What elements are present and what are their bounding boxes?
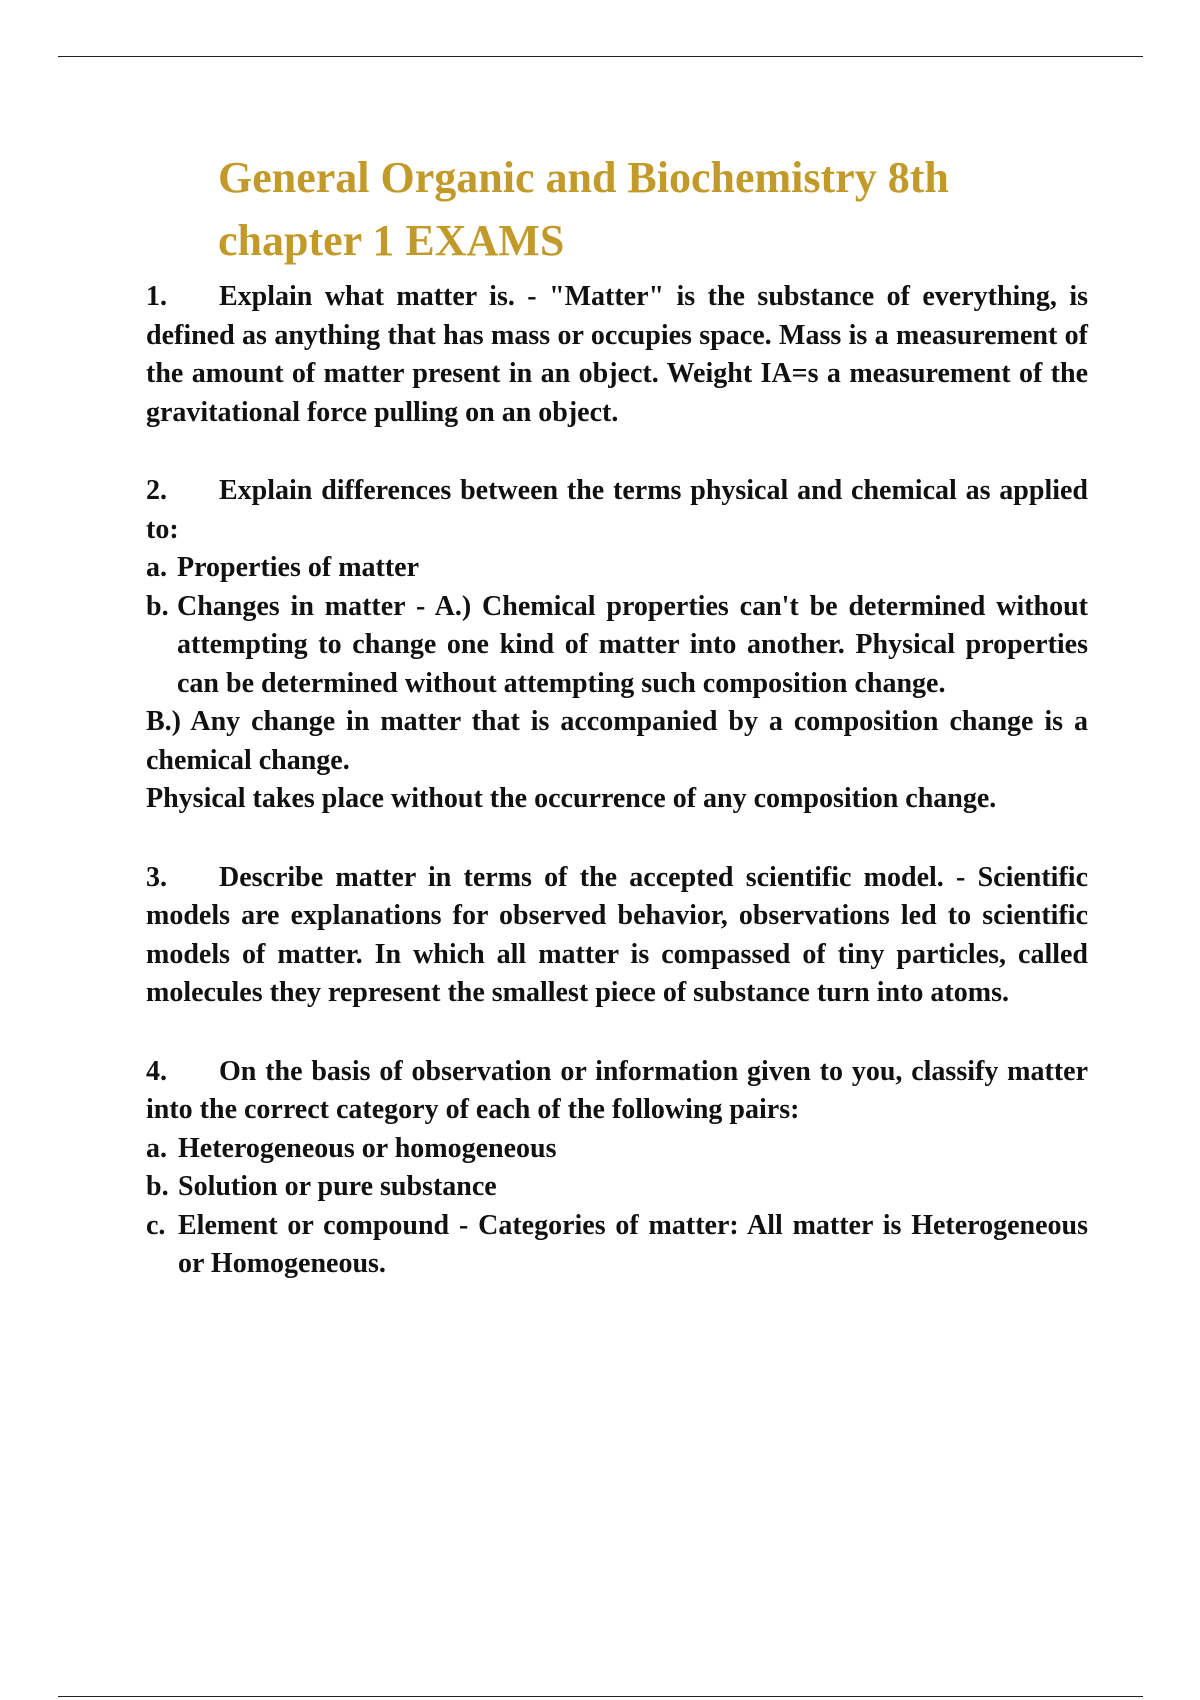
question-text: Describe matter in terms of the accepted scientific model. - Scientific models are explanations for observed behavior, observations led to scientific models of matter. In which all matter is compassed of tiny particles, called molecules they represent the smallest piece of substance turn into atoms.: [146, 861, 1088, 1008]
question-text: On the basis of observation or information given to you, classify matter into the correct category of each of the following pairs:: [146, 1055, 1088, 1125]
list-item-text: Heterogeneous or homogeneous: [178, 1132, 557, 1164]
list-item: [146, 1168, 1088, 1207]
list-item: [146, 549, 1088, 588]
list-item-label: c.: [146, 1209, 166, 1241]
list-item-text: Changes in matter - A.) Chemical properties can't be determined without attempting to change one kind of matter into another. Physical properties can be determined without attempting such composition change.: [177, 590, 1088, 699]
question-number: 4.: [146, 1055, 167, 1087]
answer-paragraph: Physical takes place without the occurrence of any composition change.: [146, 783, 997, 814]
title-line-2: chapter 1 EXAMS: [218, 216, 565, 265]
list-item-text: Element or compound - Categories of matter: All matter is Heterogeneous or Homogeneous.: [178, 1209, 1088, 1279]
list-item-label: b.: [146, 1171, 169, 1202]
bottom-rule: [58, 1696, 1143, 1697]
list-item-text: Properties of matter: [177, 552, 420, 583]
question-1: [146, 278, 1088, 432]
page-title: [218, 146, 1118, 272]
question-text: Explain differences between the terms physical and chemical as applied to:: [146, 475, 1088, 545]
list-item: [146, 588, 1088, 704]
question-number: 1.: [146, 281, 167, 312]
list-item-label: a.: [146, 552, 167, 583]
document-body: [146, 278, 1088, 1284]
list-item: [146, 1130, 1088, 1169]
question-text: Explain what matter is. - "Matter" is the substance of everything, is defined as anything that has mass or occupies space. Mass is a measurement of the amount of matter present in an object. Weight IA=s a measurement of the gravitational force pulling on an object.: [146, 281, 1088, 428]
question-2: [146, 472, 1088, 549]
top-rule: [58, 56, 1143, 57]
question-3: [146, 859, 1088, 1013]
question-4: [146, 1053, 1088, 1130]
list-item: [146, 1207, 1088, 1284]
question-number: 3.: [146, 861, 167, 893]
title-line-1: General Organic and Biochemistry 8th: [218, 153, 949, 202]
list-item-label: a.: [146, 1132, 167, 1164]
answer-paragraph: B.) Any change in matter that is accompanied by a composition change is a chemical change.: [146, 706, 1088, 776]
list-item-label: b.: [146, 590, 169, 622]
list-item-text: Solution or pure substance: [178, 1171, 497, 1202]
question-number: 2.: [146, 475, 167, 506]
